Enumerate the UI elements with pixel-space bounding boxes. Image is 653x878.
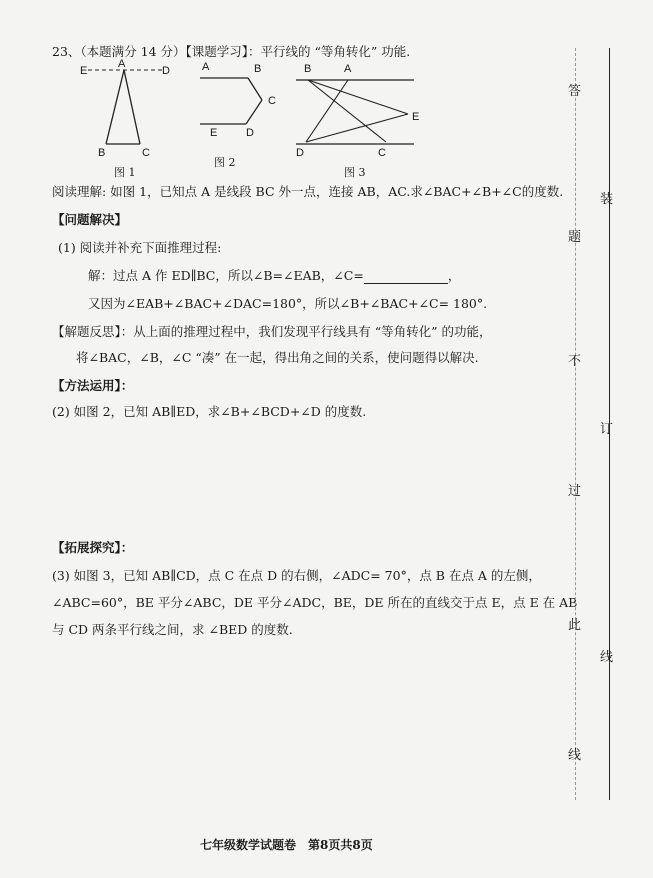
part3-line1: (3) 如图 3，已知 AB∥CD，点 C 在点 D 的右侧，∠ADC= 70°，点 B 在点 A 的左侧， bbox=[52, 568, 541, 583]
fig3-line-BE bbox=[308, 80, 408, 114]
reading-comprehension: 阅读理解: 如图 1，已知点 A 是线段 BC 外一点，连接 AB，AC.求∠BAC+∠B+∠C的度数. bbox=[52, 184, 564, 199]
margin-char-7: 此 bbox=[568, 618, 582, 633]
fig3-line-DE bbox=[306, 114, 408, 142]
fig3-label-C: C bbox=[378, 147, 386, 159]
fig2-label-B: B bbox=[254, 63, 262, 75]
fig3-caption: 图 3 bbox=[344, 166, 366, 179]
fig1-label-E: E bbox=[80, 65, 88, 77]
fig3-line-BC bbox=[308, 80, 386, 142]
figure-1 bbox=[78, 58, 178, 162]
part1-line1 bbox=[88, 268, 460, 284]
margin-char-8: 线 bbox=[600, 650, 614, 665]
fig3-label-B: B bbox=[304, 63, 312, 75]
margin-char-5: 订 bbox=[600, 422, 614, 437]
figure-3 bbox=[290, 58, 430, 162]
part3-line3: 与 CD 两条平行线之间，求 ∠BED 的度数. bbox=[52, 622, 293, 637]
margin-char-6: 过 bbox=[568, 484, 582, 499]
fig2-caption: 图 2 bbox=[214, 156, 236, 169]
part2-text: (2) 如图 2，已知 AB∥ED，求∠B+∠BCD+∠D 的度数. bbox=[52, 404, 367, 419]
fig1-line-AC bbox=[124, 70, 140, 144]
fig2-label-E: E bbox=[210, 127, 218, 139]
fig2-line-BC bbox=[248, 78, 262, 100]
margin-char-2: 装 bbox=[600, 192, 614, 207]
binding-cut-line bbox=[575, 48, 576, 800]
fig3-label-A: A bbox=[344, 63, 352, 75]
margin-char-4: 不 bbox=[568, 354, 582, 369]
fig2-label-D: D bbox=[246, 127, 254, 139]
fig1-caption: 图 1 bbox=[114, 166, 136, 179]
section-method: 【方法运用】： bbox=[52, 378, 134, 393]
question-header: 23、（本题满分 14 分）【课题学习】：平行线的 “等角转化” 功能. bbox=[52, 44, 411, 59]
fig3-label-D: D bbox=[296, 147, 304, 159]
section-extension: 【拓展探究】： bbox=[52, 540, 134, 555]
part1-line1-text: 解：过点 A 作 ED∥BC，所以∠B=∠EAB，∠C= bbox=[88, 268, 364, 283]
fig2-label-C: C bbox=[268, 95, 276, 107]
fig2-label-A: A bbox=[202, 61, 210, 73]
part1-line1-tail: ， bbox=[447, 268, 461, 283]
margin-char-3: 题 bbox=[568, 230, 582, 245]
part1-line2: 又因为∠EAB+∠BAC+∠DAC=180°，所以∠B+∠BAC+∠C= 180°. bbox=[88, 296, 488, 311]
section-problem-solving: 【问题解决】 bbox=[52, 212, 128, 227]
fig1-label-B: B bbox=[98, 147, 106, 159]
part1-title: (1) 阅读并补充下面推理过程: bbox=[58, 240, 222, 255]
margin-char-9: 线 bbox=[568, 748, 582, 763]
fig1-line-AB bbox=[106, 70, 124, 144]
reflection-line2: 将∠BAC，∠B，∠C “凑” 在一起，得出角之间的关系，使问题得以解决. bbox=[76, 350, 479, 365]
part3-line2: ∠ABC=60°，BE 平分∠ABC，DE 平分∠ADC，BE，DE 所在的直线交于点 E，点 E 在 AB bbox=[52, 595, 578, 610]
page-footer: 七年级数学试题卷 第8页共8页 bbox=[200, 838, 373, 852]
fig1-label-D: D bbox=[162, 65, 170, 77]
figure-2 bbox=[196, 58, 286, 154]
reflection-line1: 【解题反思】：从上面的推理过程中，我们发现平行线具有 “等角转化” 的功能， bbox=[52, 324, 492, 339]
margin-char-1: 答 bbox=[568, 84, 582, 99]
fig2-line-CD bbox=[246, 100, 262, 124]
answer-blank[interactable] bbox=[364, 271, 448, 284]
fig1-label-A: A bbox=[118, 58, 126, 70]
fig3-label-E: E bbox=[412, 111, 420, 123]
fig1-label-C: C bbox=[142, 147, 150, 159]
